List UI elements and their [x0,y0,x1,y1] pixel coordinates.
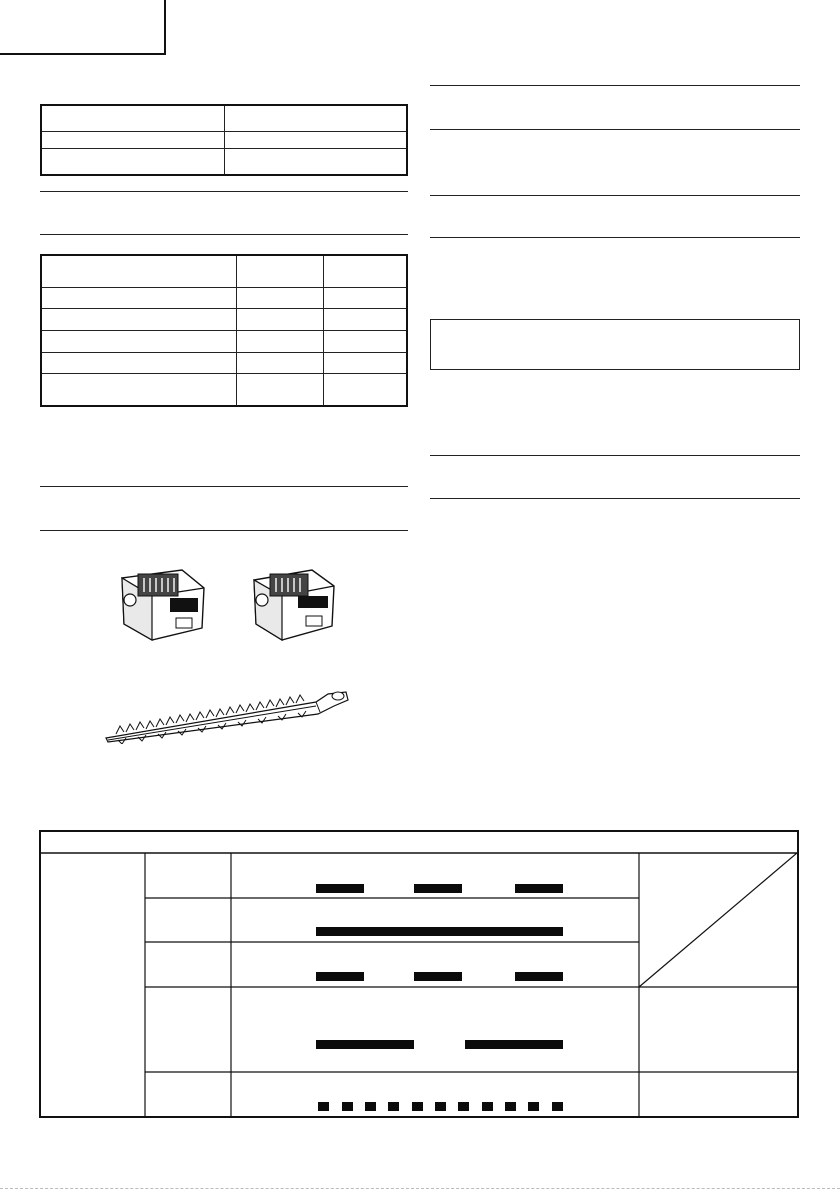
lamp-on-segment [316,884,364,893]
lamp-blink-square [458,1102,469,1111]
table-row [41,287,407,309]
table-row [41,309,407,331]
lamp-on-segment [465,1040,563,1049]
lamp-on-segment [414,972,462,981]
lamp-blink-square [528,1102,539,1111]
table-row [41,149,407,175]
table-row [41,330,407,352]
lamp-blink-square [435,1102,446,1111]
section-rule [430,85,800,86]
section-rule [430,498,800,499]
battery-icon [246,566,342,644]
table-row [41,374,407,406]
battery-icon [112,566,212,644]
lamp-blink-square [412,1102,423,1111]
section-rule [40,234,408,235]
lamp-on-segment [414,884,462,893]
notice-box [430,319,800,370]
section-rule [430,195,800,196]
language-tab [0,0,166,55]
lamp-blink-square [318,1102,329,1111]
spec-table-small [40,104,408,176]
page-trim-line [0,1188,840,1189]
table-row [41,255,407,287]
lamp-blink-square [482,1102,493,1111]
spec-table-large [40,254,408,407]
lamp-blink-square [388,1102,399,1111]
lamp-blink-square [505,1102,516,1111]
lamp-on-segment [515,972,563,981]
lamp-blink-square [365,1102,376,1111]
section-rule [430,455,800,456]
section-rule [430,237,800,238]
lamp-on-segment [316,972,364,981]
section-rule [40,530,408,531]
lamp-blink-square [342,1102,353,1111]
lamp-on-segment [515,884,563,893]
table-row [41,131,407,149]
section-rule [40,486,408,487]
section-rule [430,129,800,130]
section-rule [40,191,408,192]
indicator-lamp-table [39,830,799,1118]
table-row [41,352,407,374]
hedge-trimmer-blade-icon [102,684,352,744]
table-row [41,105,407,131]
lamp-steady-bar [316,927,563,936]
lamp-on-segment [316,1040,414,1049]
lamp-blink-square [552,1102,563,1111]
